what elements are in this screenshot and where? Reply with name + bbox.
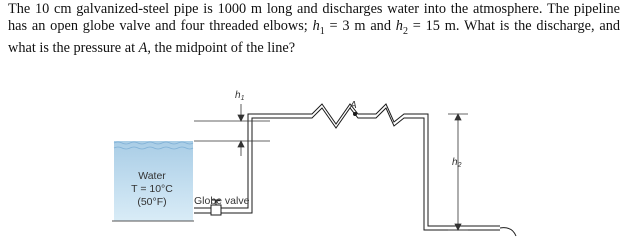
h2-label: $h_2$ [452,157,462,169]
globe-valve-label: Globe valve [194,195,250,207]
h1-arrowhead-top [238,115,244,121]
problem-text-4: , the midpoint of the line? [147,40,296,57]
temperature-label: T = 10°C [131,183,173,195]
h2-arrowhead-top [455,114,461,120]
point-a-symbol: A [138,40,148,57]
discharge-jet [500,228,516,236]
point-a-marker [353,112,357,116]
h1-dimension [194,104,270,156]
temperature-f-label: (50°F) [137,196,167,208]
h2-dimension [448,114,468,230]
water-label: Water [138,170,166,182]
pipe-outer-wall [194,108,500,230]
h2-arrowhead-bottom [455,224,461,230]
problem-text-1: The 10 cm galvanized-steel pipe is 1000 m long and discharges water into the atmosphere. The pipeline has an open globe valve and four threaded elbows; [8,1,620,35]
h2-symbol: h [395,18,403,35]
problem-text-3: = 15 m. What is the discharge, and what is the pressure at [8,18,620,57]
problem-text-2: = 3 m and [324,18,396,35]
h1-subscript: 1 [319,26,325,38]
h2-subscript: 2 [402,26,408,38]
h1-arrowhead-bottom [238,141,244,147]
point-a-label: A [350,100,357,111]
h1-symbol: h [312,18,320,35]
h1-label: $h_1$ [235,90,245,102]
